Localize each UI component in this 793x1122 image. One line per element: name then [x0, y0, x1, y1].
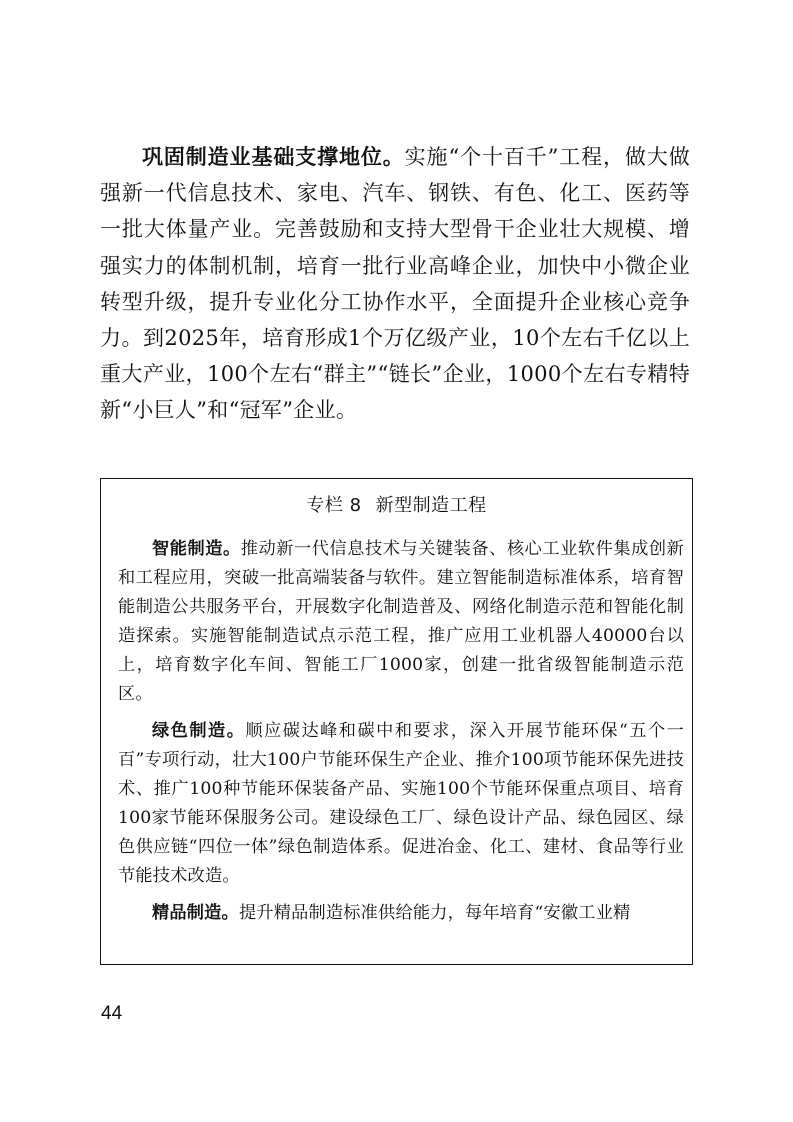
- column-title: 新型制造工程: [375, 495, 487, 516]
- paragraph-lead-heading: 巩固制造业基础支撑地位。: [142, 144, 405, 169]
- column-number: 专栏 8: [306, 495, 362, 516]
- section-text: 顺应碳达峰和碳中和要求，深入开展节能环保“五个一百”专项行动，壮大100户节能环保生产企业、推介100项节能环保先进技术、推广100种节能环保装备产品、实施100个节能环保重点项目、培育100家节能环保服务公司。建设绿色工厂、绿色设计产品、绿色园区、绿色供应链“四位一体”绿色制造体系。促进冶金、化工、建材、食品等行业节能技术改造。: [118, 721, 684, 886]
- paragraph-text: 实施“个十百千”工程，做大做强新一代信息技术、家电、汽车、钢铁、有色、化工、医药等一批大体量产业。完善鼓励和支持大型骨干企业壮大规模、增强实力的体制机制，培育一批行业高峰企业，加快中小微企业转型升级，提升专业化分工协作水平，全面提升企业核心竞争力。到2025年，培育形成1个万亿级产业，10个左右千亿以上重大产业，100个左右“群主”“链长”企业，1000个左右专精特新“小巨人”和“冠军”企业。: [100, 145, 690, 423]
- section-heading: 精品制造。: [152, 903, 239, 923]
- section-green-manufacturing: [118, 717, 684, 891]
- page-number: 44: [101, 1003, 123, 1024]
- column-box: [100, 478, 693, 965]
- section-text: 推动新一代信息技术与关键装备、核心工业软件集成创新和工程应用，突破一批高端装备与软件。建立智能制造标准体系，培育智能制造公共服务平台，开展数字化制造普及、网络化制造示范和智能化制造探索。实施智能制造试点示范工程，推广应用工业机器人40000台以上，培育数字化车间、智能工厂1000家，创建一批省级智能制造示范区。: [118, 539, 684, 704]
- section-heading: 智能制造。: [152, 539, 241, 559]
- column-box-title: [101, 492, 692, 520]
- column-box-body: [118, 535, 684, 936]
- section-heading: 绿色制造。: [152, 721, 246, 741]
- section-quality-manufacturing: [118, 899, 684, 928]
- section-text: 提升精品制造标准供给能力，每年培育“安徽工业精: [238, 903, 631, 923]
- body-paragraph: [100, 139, 690, 429]
- section-intelligent-manufacturing: [118, 535, 684, 709]
